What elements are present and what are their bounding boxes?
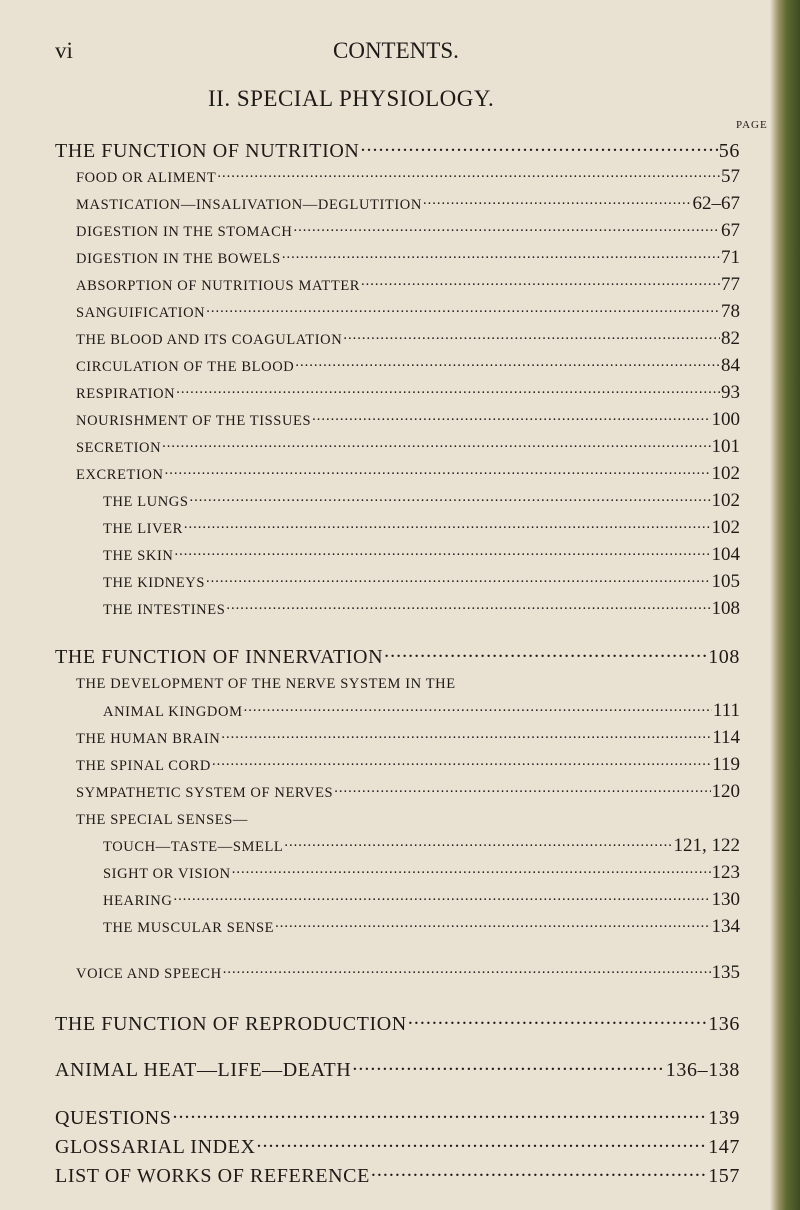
toc-entry: THE SKIN ..... 104: [103, 544, 740, 566]
toc-entry: SECRETION ..... 101: [76, 436, 740, 458]
toc-entry: VOICE AND SPEECH ..... 135: [76, 962, 740, 984]
toc-entry-reproduction: THE FUNCTION OF REPRODUCTION ..... 136: [55, 1010, 740, 1036]
toc-entry: THE HUMAN BRAIN ..... 114: [76, 727, 740, 749]
toc-entry: SANGUIFICATION ..... 78: [76, 301, 740, 323]
toc-entry: ANIMAL HEAT—LIFE—DEATH ..... 136–138: [55, 1056, 740, 1082]
toc-entry: CIRCULATION OF THE BLOOD ..... 84: [76, 355, 740, 377]
toc-entry: THE KIDNEYS ..... 105: [103, 571, 740, 593]
book-binding-edge: [770, 0, 800, 1210]
toc-entry: QUESTIONS ..... 139: [55, 1104, 740, 1130]
toc-entry: EXCRETION ..... 102: [76, 463, 740, 485]
toc-entry: SIGHT OR VISION ..... 123: [103, 862, 740, 884]
toc-entry: THE LUNGS ..... 102: [103, 490, 740, 512]
toc-entry: SYMPATHETIC SYSTEM OF NERVES ..... 120: [76, 781, 740, 803]
toc-entry: NOURISHMENT OF THE TISSUES ..... 100: [76, 409, 740, 431]
toc-entry: ABSORPTION OF NUTRITIOUS MATTER ..... 77: [76, 274, 740, 296]
toc-entry: RESPIRATION ..... 93: [76, 382, 740, 404]
section-title: II. SPECIAL PHYSIOLOGY.: [208, 86, 495, 111]
toc-entry: TOUCH—TASTE—SMELL ..... 121, 122: [103, 835, 740, 857]
toc-entry: THE SPINAL CORD ..... 119: [76, 754, 740, 776]
toc-entry: THE BLOOD AND ITS COAGULATION ..... 82: [76, 328, 740, 350]
toc-entry: THE INTESTINES ..... 108: [103, 598, 740, 620]
toc-entry: DIGESTION IN THE BOWELS ..... 71: [76, 247, 740, 269]
toc-entry: HEARING ..... 130: [103, 889, 740, 911]
toc-entry: FOOD OR ALIMENT ..... 57: [76, 166, 740, 188]
toc-entry: GLOSSARIAL INDEX ..... 147: [55, 1133, 740, 1159]
toc-entry-nutrition: THE FUNCTION OF NUTRITION ..... 56: [55, 137, 740, 163]
toc-entry: THE SPECIAL SENSES—: [76, 812, 248, 828]
page-numeral: vi: [55, 38, 73, 63]
toc-entry: MASTICATION—INSALIVATION—DEGLUTITION ..... 62–67: [76, 193, 740, 215]
toc-entry: ANIMAL KINGDOM ..... 111: [103, 700, 740, 722]
toc-entry: THE MUSCULAR SENSE ..... 134: [103, 916, 740, 938]
toc-entry: THE DEVELOPMENT OF THE NERVE SYSTEM IN THE: [76, 676, 456, 692]
page-column-label: PAGE: [736, 119, 768, 131]
toc-entry-innervation: THE FUNCTION OF INNERVATION ..... 108: [55, 643, 740, 669]
toc-entry: LIST OF WORKS OF REFERENCE ..... 157: [55, 1162, 740, 1188]
toc-entry: DIGESTION IN THE STOMACH ..... 67: [76, 220, 740, 242]
running-header: CONTENTS.: [333, 38, 459, 63]
toc-entry: THE LIVER ..... 102: [103, 517, 740, 539]
